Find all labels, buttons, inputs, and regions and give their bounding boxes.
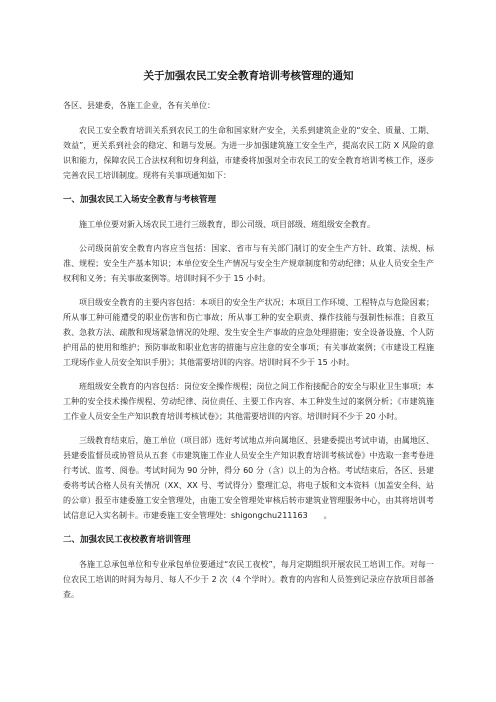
section-heading-2: 二、加强农民工夜校教育培训管理 <box>63 535 191 545</box>
section-1-paragraph-1: 施工单位要对新入场农民工进行三级教育，即公司级、项目部级、班组级安全教育。 <box>79 220 375 229</box>
section-1-paragraph-2: 公司级岗前安全教育内容应当包括：国家、省市与有关部门制订的安全生产方针、政策、法规、标准、规程；安全生产基本知识；本单位安全生产情况与安全生产规章制度和劳动纪律；从业人员安全生产权利和义务；有关事故案例等。培训时间不少于 15 小时。 <box>63 244 434 283</box>
intro-paragraph: 农民工安全教育培训关系到农民工的生命和国家财产安全，关系到建筑企业的“安全、质量、工期、效益”，更关系到社会的稳定、和谐与发展。为进一步加强建筑施工安全生产，提高农民工防 X 风险的意识和能力，保障农民工合法权利和切身利益，市建委将加强对全市农民工的安全教育培训考核工作，逐步完善农民工培训制度。现将有关事项通知如下： <box>63 126 434 180</box>
salutation: 各区、县建委，各施工企业，各有关单位： <box>63 101 215 110</box>
section-1-paragraph-3: 项目级安全教育的主要内容包括：本项目的安全生产状况；本项目工作环境、工程特点与危险因素；所从事工种可能遭受的职业伤害和伤亡事故；所从事工种的安全职责、操作技能与强制性标准；自救互救、急救方法、疏散和现场紧急情况的处理、发生安全生产事故的应急处理措施；安全设备设施、个人防护用品的使用和维护；预防事故和职业危害的措施与应注意的安全事项；有关事故案例；《市建设工程施工现场作业人员安全知识手册》；其他需要培训的内容。培训时间不少于 15 小时。 <box>63 298 434 367</box>
section-1-paragraph-5: 三级教育结束后，施工单位（项目部）选好考试地点并向属地区、县建委提出考试申请，由属地区、县建委监督员或协管员从五套《市建筑施工作业人员安全生产知识教育培训考核试卷》中选取一套考卷进行考试、监考、阅卷。考试时间为 90 分钟，得分 60 分（含）以上的为合格。考试结束后，各区、县建委将考试合格人员有关情况（XX、XX 号、考试得分）整理汇总，将电子版和文本资料（加盖安全科、站的公章）报至市建委施工安全管理处，由施工安全管理处审核后转市建筑业管理服务中心，由其将培训考试信息记入实名制卡。市建委施工安全管理处：shigongchu211163 。 <box>63 436 434 520</box>
section-1-paragraph-4: 班组级安全教育的内容包括：岗位安全操作规程；岗位之间工作衔接配合的安全与职业卫生事项；本工种的安全技术操作规程、劳动纪律、岗位责任、主要工作内容、本工种发生过的案例分析；《市建筑施工作业人员安全生产知识教育培训考核试卷》；其他需要培训的内容。培训时间不少于 20 小时。 <box>63 382 434 421</box>
section-2-paragraph-1: 各施工总承包单位和专业承包单位要通过“农民工夜校”，每月定期组织开展农民工培训工作。对每一位农民工培训的时间为每月、每人不少于 2 次（4 个学时）。教育的内容和人员签到记录应存放项目部备查。 <box>63 560 434 599</box>
document-title: 关于加强农民工安全教育培训考核管理的通知 <box>143 70 354 82</box>
document-page <box>63 0 434 602</box>
section-heading-1: 一、加强农民工入场安全教育与考核管理 <box>63 195 217 205</box>
